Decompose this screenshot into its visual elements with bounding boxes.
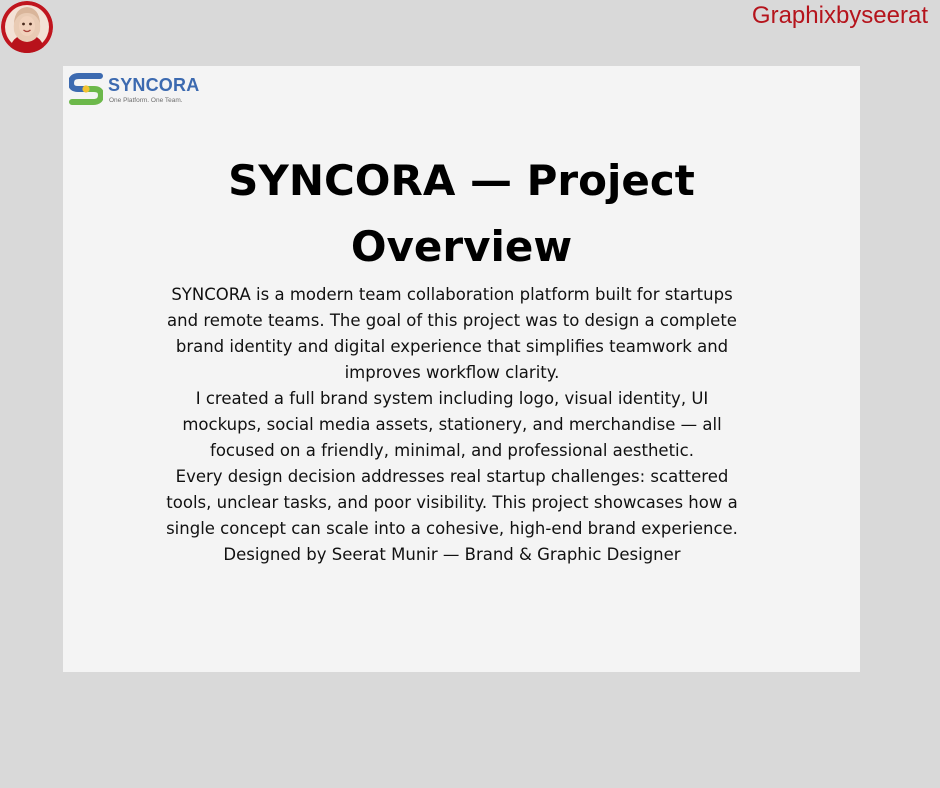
title-line-1: SYNCORA — Project [228,156,695,205]
syncora-logo-mark-icon [69,73,103,105]
description-paragraph: SYNCORA is a modern team collaboration platform built for startups and remote teams. The goal of this project was to design a complete brand identity and digital experience that simplifies teamwork and improves workflow clarity. [167,285,737,382]
designer-credit: Designed by Seerat Munir — Brand & Graphic Designer [223,545,681,564]
title-line-2: Overview [350,222,573,271]
syncora-logo [69,73,209,109]
logo-wordmark: SYNCORA [108,75,200,95]
project-description [166,282,738,568]
logo-tagline: One Platform. One Team. [109,97,183,104]
description-paragraph: I created a full brand system including logo, visual identity, UI mockups, social media assets, stationery, and merchandise — all focused on a friendly, minimal, and professional aesthetic. [182,389,722,460]
avatar-icon [1,1,53,53]
page-title [63,148,860,280]
brand-handle: Graphixbyseerat [751,2,928,29]
avatar [1,1,53,53]
description-paragraph: Every design decision addresses real startup challenges: scattered tools, unclear tasks, and poor visibility. This project showcases how a single concept can scale into a cohesive, high-end brand experience. [166,467,738,538]
project-overview-card [63,66,860,672]
